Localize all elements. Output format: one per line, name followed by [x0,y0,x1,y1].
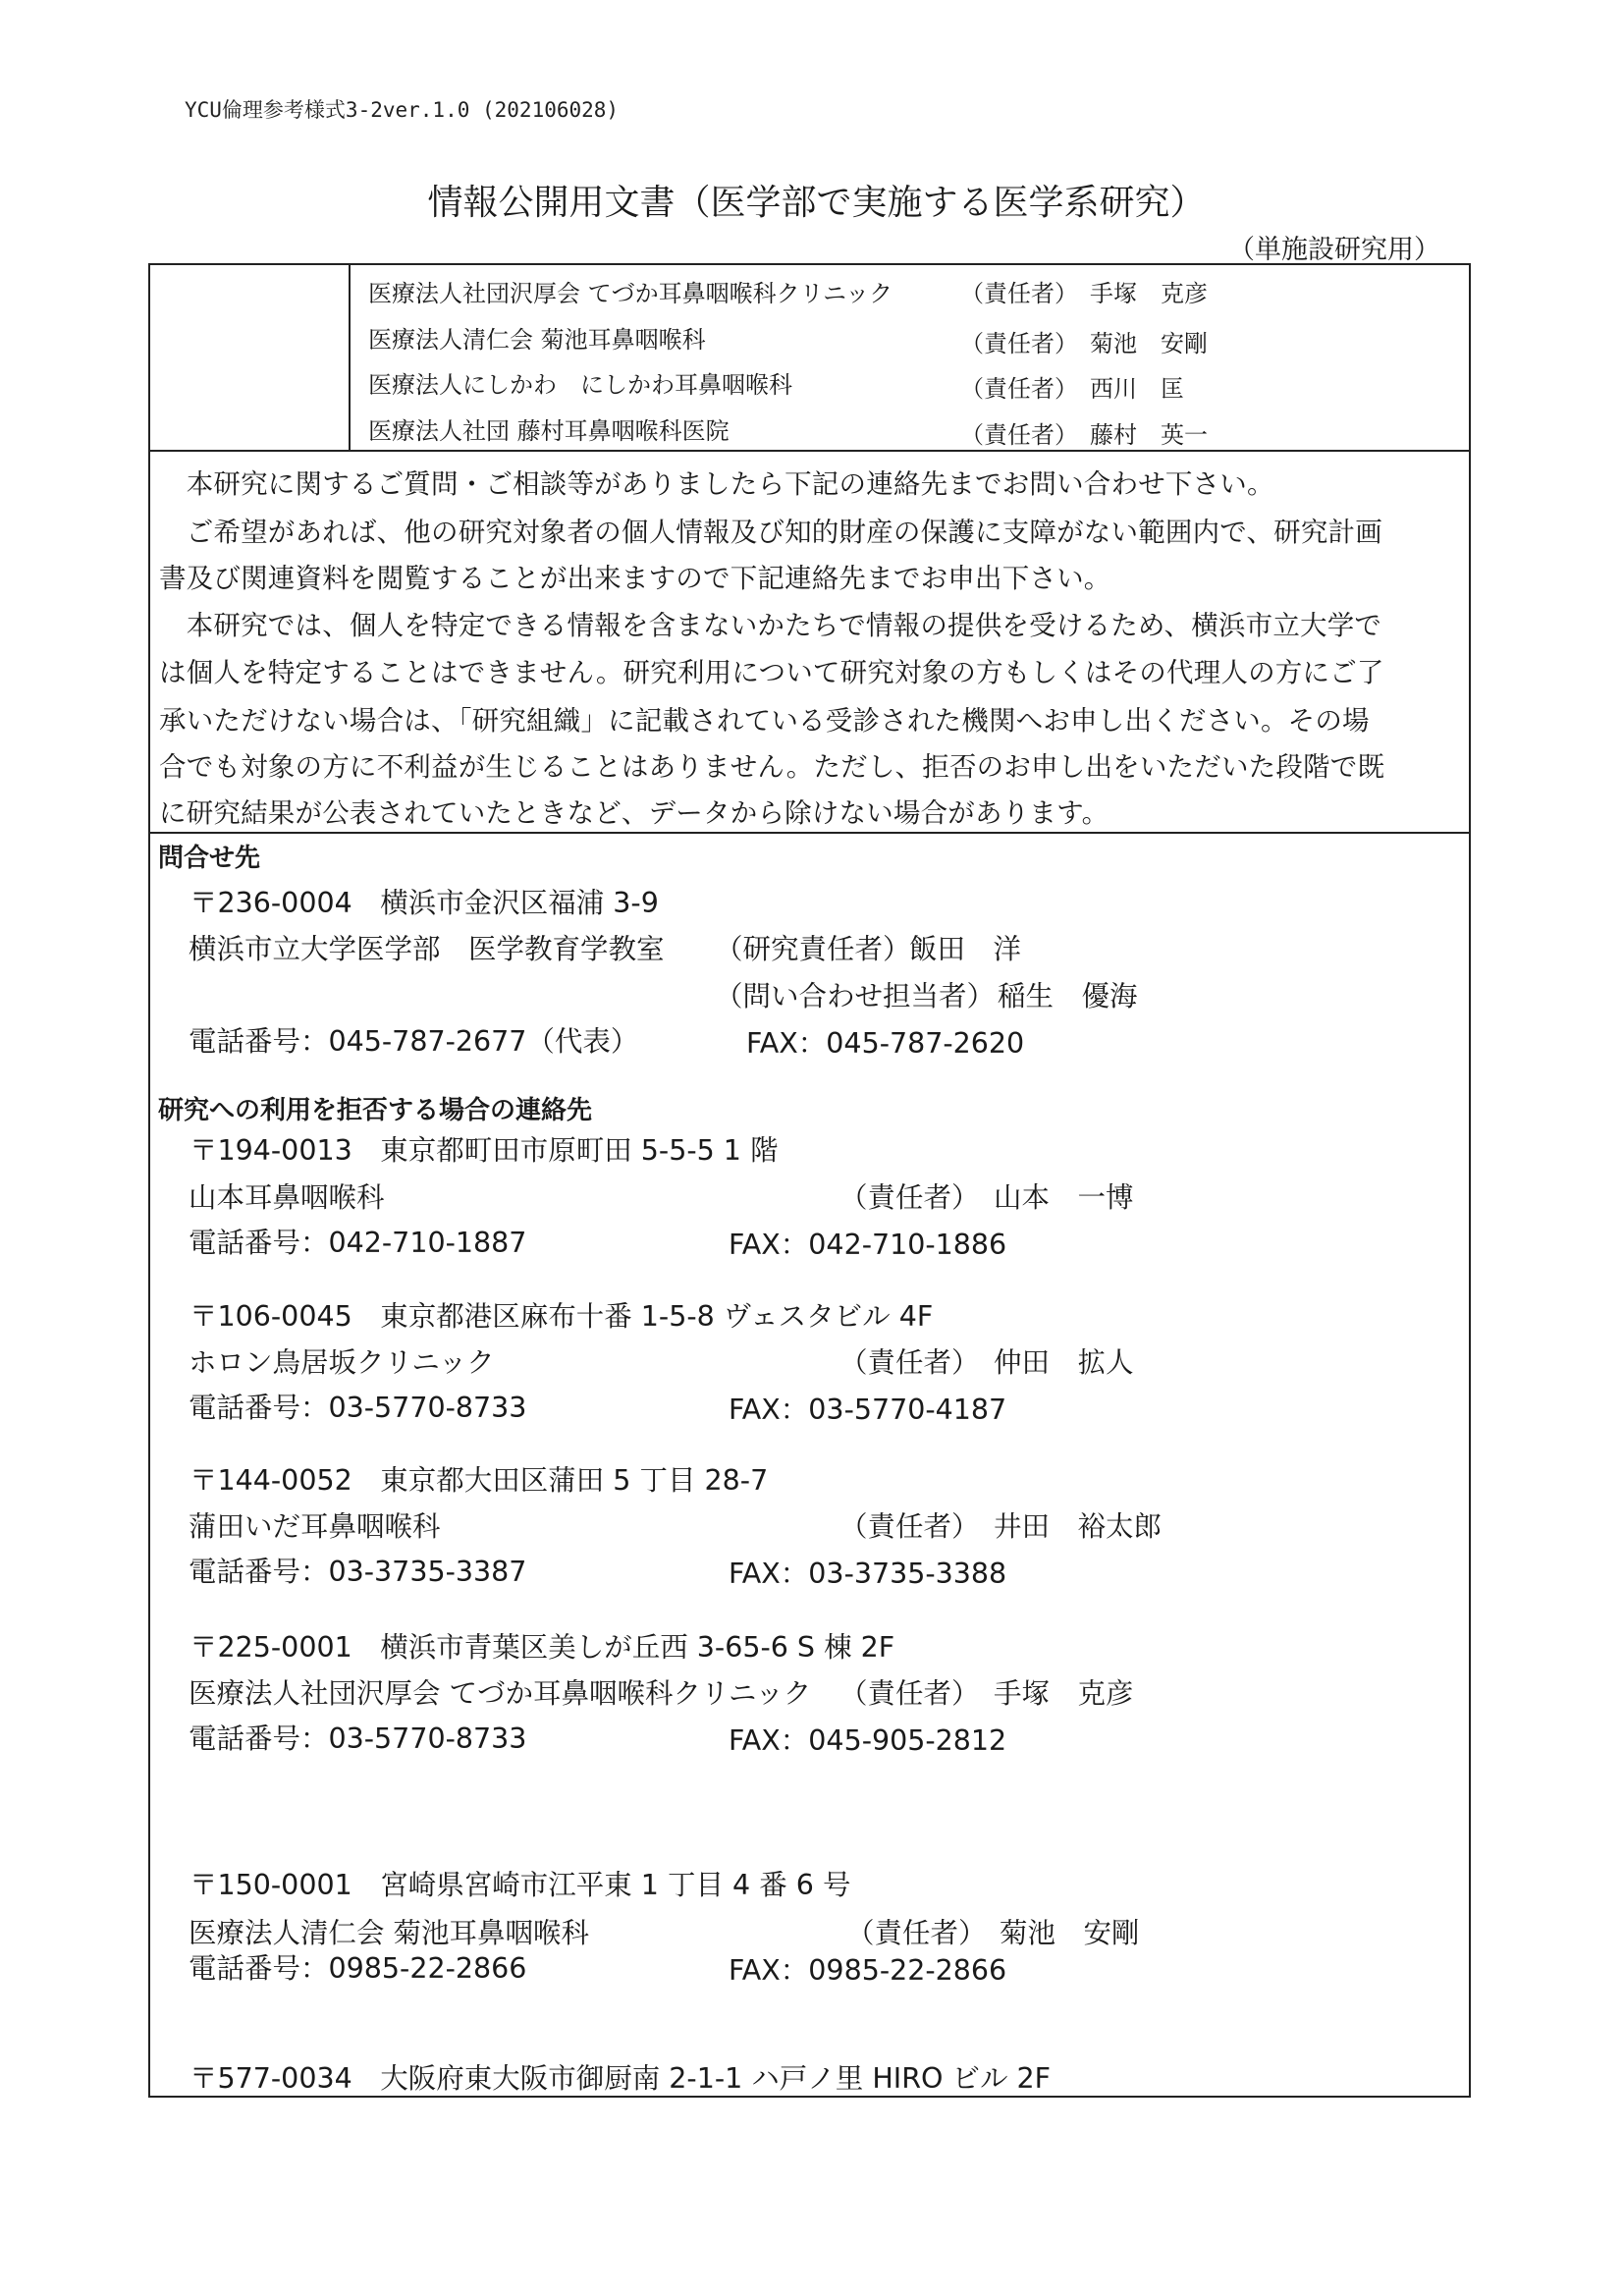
refusal-heading: 研究への利用を拒否する場合の連絡先 [158,1096,593,1125]
refusal-person: 手塚 克彦 [994,1677,1134,1710]
contact-tel: 電話番号：045-787-2677（代表） [189,1025,639,1058]
org-table-divider [349,263,351,450]
refusal-tel: 電話番号：0985-22-2866 [189,1952,527,1985]
org-row-3-name: 医療法人にしかわ にしかわ耳鼻咽喉科 [368,371,792,399]
refusal-clinic: 山本耳鼻咽喉科 [189,1181,385,1214]
contact-role-1: （研究責任者） [715,933,911,965]
refusal-clinic: 医療法人社団沢厚会 てづか耳鼻咽喉科クリニック [189,1677,812,1710]
contact-role-2: （問い合わせ担当者） [715,980,996,1012]
refusal-clinic: 蒲田いだ耳鼻咽喉科 [189,1510,441,1543]
org-row-1-role: （責任者） [960,280,1078,307]
org-row-4-person: 藤村 英一 [1090,421,1208,449]
refusal-fax: FAX：042-710-1886 [729,1229,1007,1261]
contact-fax: FAX：045-787-2620 [746,1027,1025,1060]
refusal-fax: FAX：045-905-2812 [729,1724,1007,1757]
org-row-2-role: （責任者） [960,330,1078,357]
notice-line-5: は個人を特定することはできません。研究利用について研究対象の方もしくはその代理人の方にご了 [159,657,1384,688]
refusal-person: 仲田 拡人 [994,1346,1134,1379]
document-subtitle: （単施設研究用） [1228,235,1440,265]
refusal-role: （責任者） [839,1346,980,1379]
notice-bottom-rule [148,832,1471,834]
refusal-clinic: ホロン鳥居坂クリニック [189,1346,495,1379]
refusal-role: （責任者） [839,1510,980,1543]
refusal-role: （責任者） [846,1917,987,1949]
refusal-tel: 電話番号：03-5770-8733 [189,1392,527,1424]
contact-heading: 問合せ先 [158,844,261,873]
org-row-4-name: 医療法人社団 藤村耳鼻咽喉科医院 [368,417,730,445]
refusal-postal: 〒194-0013 東京都町田市原町田 5-5-5 1 階 [189,1134,779,1167]
org-row-1-person: 手塚 克彦 [1090,280,1208,307]
notice-line-7: 合でも対象の方に不利益が生じることはありません。ただし、拒否のお申し出をいただいた段階で既 [159,751,1385,783]
notice-line-1: 本研究に関するご質問・ご相談等がありましたら下記の連絡先までお問い合わせ下さい。 [159,468,1274,500]
contact-org: 横浜市立大学医学部 医学教育学教室 [189,933,665,965]
org-row-3-person: 西川 匡 [1090,375,1184,403]
refusal-last-postal: 〒577-0034 大阪府東大阪市御厨南 2-1-1 ハ戸ノ里 HIRO ビル 2F [189,2062,1052,2095]
frame-left [148,263,150,2098]
refusal-postal: 〒225-0001 横浜市青葉区美しが丘西 3-65-6 S 棟 2F [189,1631,895,1664]
org-row-2-person: 菊池 安剛 [1090,330,1208,357]
refusal-role: （責任者） [839,1181,980,1214]
notice-line-3: 書及び関連資料を閲覧することが出来ますので下記連絡先までお申出下さい。 [159,563,1111,594]
org-row-3-role: （責任者） [960,375,1078,403]
refusal-role: （責任者） [839,1677,980,1710]
notice-line-2: ご希望があれば、他の研究対象者の個人情報及び知的財産の保護に支障がない範囲内で、研究計画 [159,517,1382,548]
refusal-postal: 〒144-0052 東京都大田区蒲田 5 丁目 28-7 [189,1464,769,1497]
refusal-clinic: 医療法人清仁会 菊池耳鼻咽喉科 [189,1917,590,1949]
frame-right [1469,263,1471,2098]
refusal-tel: 電話番号：03-3735-3387 [189,1556,527,1588]
org-row-2-name: 医療法人清仁会 菊池耳鼻咽喉科 [368,326,706,354]
contact-postal: 〒236-0004 横浜市金沢区福浦 3-9 [189,887,659,919]
contact-person-2: 稲生 優海 [998,980,1138,1012]
contact-person-1: 飯田 洋 [909,933,1022,965]
notice-line-6: 承いただけない場合は、「研究組織」に記載されている受診された機関へお申し出ください。その場 [159,705,1370,737]
org-table-bottom [148,450,1471,452]
refusal-person: 井田 裕太郎 [994,1510,1163,1543]
document-title: 情報公開用文書（医学部で実施する医学系研究） [427,183,1206,223]
refusal-tel: 電話番号：042-710-1887 [189,1227,527,1259]
refusal-fax: FAX：03-3735-3388 [729,1558,1007,1590]
refusal-tel: 電話番号：03-5770-8733 [189,1722,527,1755]
notice-line-8: に研究結果が公表されていたときなど、データから除けない場合があります。 [159,797,1109,829]
refusal-postal: 〒106-0045 東京都港区麻布十番 1-5-8 ヴェスタビル 4F [189,1300,934,1333]
frame-top [148,263,1471,265]
form-code: YCU倫理参考様式3-2ver.1.0 (202106028) [185,98,620,122]
refusal-person: 菊池 安剛 [1000,1917,1140,1949]
org-row-1-name: 医療法人社団沢厚会 てづか耳鼻咽喉科クリニック [368,280,893,307]
refusal-postal: 〒150-0001 宮崎県宮崎市江平東 1 丁目 4 番 6 号 [189,1869,851,1901]
notice-line-4: 本研究では、個人を特定できる情報を含まないかたちで情報の提供を受けるため、横浜市立大学で [159,610,1382,641]
refusal-fax: FAX：03-5770-4187 [729,1394,1007,1426]
refusal-fax: FAX：0985-22-2866 [729,1954,1007,1987]
org-row-4-role: （責任者） [960,421,1078,449]
refusal-person: 山本 一博 [994,1181,1134,1214]
